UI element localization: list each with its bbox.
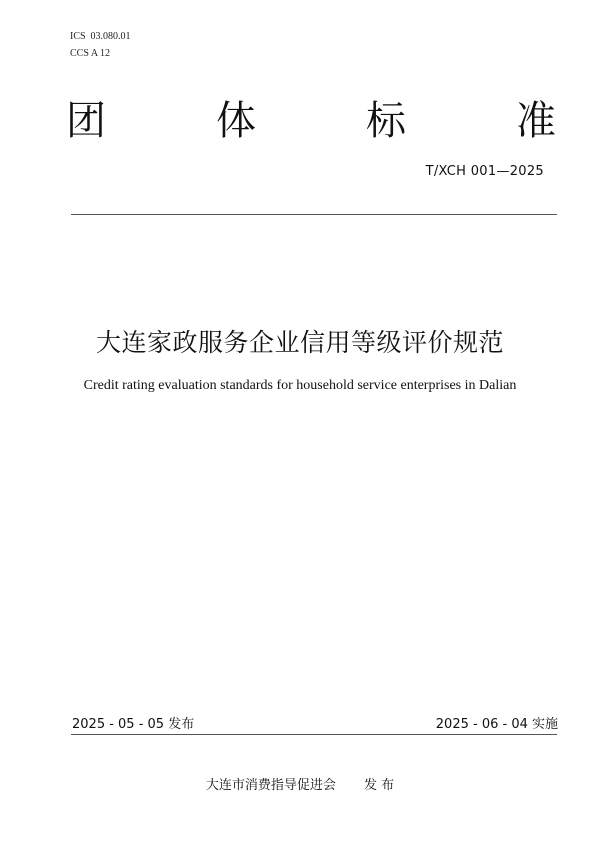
standard-number: T/XCH 001—2025 — [425, 164, 544, 179]
doc-type-char: 标 — [366, 98, 406, 144]
title-english: Credit rating evaluation standards for household service enterprises in Dalian — [83, 378, 517, 393]
publish-action: 发 布 — [363, 778, 395, 793]
document-type-title — [66, 96, 556, 146]
doc-type-char: 准 — [516, 98, 556, 144]
classification-codes — [70, 28, 131, 62]
issue-date: 2025 - 05 - 05 发布 — [72, 717, 195, 732]
ics-code: ICS 03.080.01 — [70, 31, 131, 42]
publisher-line — [0, 774, 600, 793]
publisher-name: 大连市消费指导促进会 — [205, 778, 336, 793]
implementation-date: 2025 - 06 - 04 实施 — [435, 717, 558, 732]
doc-type-char: 体 — [216, 98, 256, 144]
title-chinese: 大连家政服务企业信用等级评价规范 — [95, 328, 504, 357]
top-divider — [71, 214, 557, 215]
doc-type-char: 团 — [66, 98, 106, 144]
ccs-code: CCS A 12 — [70, 48, 111, 59]
bottom-divider — [71, 734, 557, 735]
